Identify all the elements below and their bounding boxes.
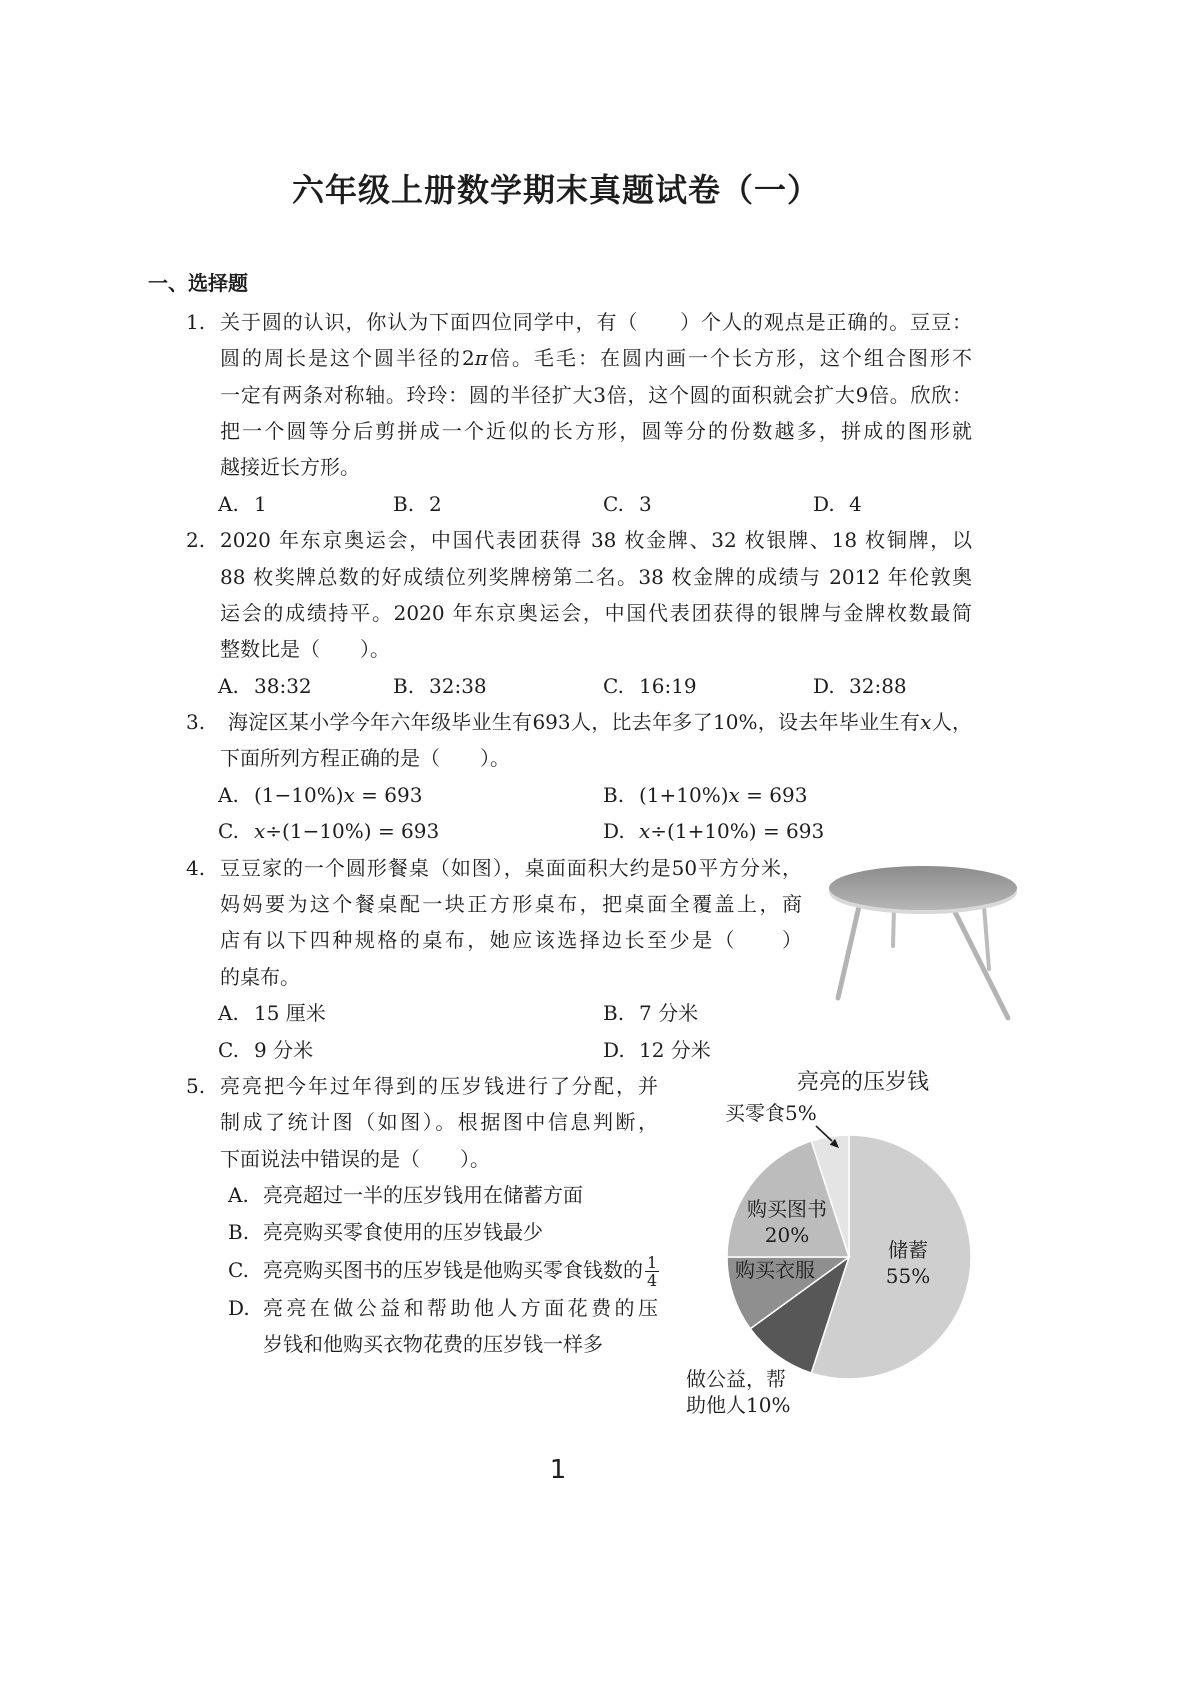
math-symbol-pi: π [474, 346, 488, 371]
question-5-line-2: 制成了统计图（如图）。根据图中信息判断， [220, 1110, 658, 1135]
question-3-line-1 [186, 704, 972, 740]
question-number: 3. [186, 710, 206, 735]
pie-label-line: 购买图书 [747, 1197, 827, 1221]
option-text: 7 分米 [639, 1001, 699, 1026]
question-2-line-3: 运会的成绩持平。2020 年东京奥运会，中国代表团获得的银牌与金牌枚数最简 [220, 600, 972, 625]
option-letter: C. [603, 673, 624, 698]
question-5-option-d-continued: 岁钱和他购买衣物花费的压岁钱一样多 [263, 1332, 603, 1357]
option-text: (1−10%) [254, 782, 344, 807]
question-text: 圆的周长是这个圆半径的2 [220, 346, 475, 371]
question-3-option-a [218, 777, 422, 813]
table-leg [954, 910, 1008, 1018]
question-2-option-d [813, 668, 907, 704]
pie-label-savings [858, 1237, 958, 1289]
option-letter: C. [218, 819, 239, 844]
option-text: = 693 [739, 782, 808, 807]
table-top [829, 866, 1017, 910]
option-text: 亮亮购买图书的压岁钱是他购买零食钱数的 [263, 1257, 643, 1282]
option-letter: B. [393, 491, 415, 516]
round-table-picture [826, 862, 1022, 1024]
question-1-line-3: 一定有两条对称轴。玲玲：圆的半径扩大3倍，这个圆的面积就会扩大9倍。欣欣： [220, 382, 972, 407]
question-number: 1. [186, 309, 206, 334]
option-letter: D. [603, 1037, 625, 1062]
question-4-line-2: 妈妈要为这个餐桌配一块正方形桌布，把桌面全覆盖上，商 [220, 892, 802, 917]
table-leg [838, 902, 860, 998]
table-leg [984, 906, 989, 969]
option-letter: C. [603, 491, 624, 516]
math-variable-x: x [639, 819, 651, 844]
question-5-line-3: 下面说法中错误的是（ ）。 [220, 1146, 490, 1171]
pie-label-line: 20% [764, 1223, 810, 1247]
question-4-option-b [603, 995, 698, 1031]
option-text: 12 分米 [639, 1037, 711, 1062]
option-text: 16:19 [639, 673, 697, 698]
question-list [0, 304, 1200, 1363]
question-2-options [0, 668, 1200, 704]
option-text: 32:38 [429, 673, 487, 698]
option-letter: B. [603, 782, 625, 807]
pie-label-charity [686, 1366, 790, 1418]
option-text: 32:88 [849, 673, 907, 698]
question-1-line-2 [220, 340, 972, 376]
option-letter: A. [218, 491, 239, 516]
option-letter: A. [218, 782, 239, 807]
section-heading: 一、选择题 [148, 271, 248, 295]
option-text: = 693 [354, 782, 423, 807]
question-5-line-1 [186, 1068, 658, 1104]
pie-label-line: 55% [885, 1264, 931, 1288]
option-letter: C. [218, 1037, 239, 1062]
question-1-line-4: 把一个圆等分后剪拼成一个近似的长方形，圆等分的份数越多，拼成的图形就 [220, 418, 972, 443]
table-leg [893, 908, 894, 946]
question-1-option-b [393, 486, 442, 522]
question-2-line-1 [186, 522, 972, 558]
math-variable-x: x [254, 819, 266, 844]
fraction-numerator: 1 [647, 1252, 658, 1272]
question-4-option-c [218, 1032, 313, 1068]
option-text: 9 分米 [254, 1037, 314, 1062]
question-2-line-2: 88 枚奖牌总数的好成绩位列奖牌榜第二名。38 枚金牌的成绩与 2012 年伦敦奥 [220, 564, 972, 589]
question-3-option-d [603, 813, 824, 849]
fraction [645, 1254, 659, 1289]
option-letter: A. [228, 1183, 249, 1208]
option-letter: D. [813, 673, 835, 698]
question-1-option-a [218, 486, 267, 522]
pie-label-line: 储蓄 [888, 1238, 928, 1262]
pie-chart-title: 亮亮的压岁钱 [797, 1070, 930, 1095]
math-variable-x: x [920, 710, 932, 735]
option-letter: D. [603, 819, 625, 844]
option-letter: D. [228, 1295, 250, 1320]
option-text: 2 [429, 491, 442, 516]
option-text: 亮亮在做公益和帮助他人方面花费的压 [263, 1295, 658, 1320]
question-2-option-a [218, 668, 312, 704]
question-2-option-c [603, 668, 697, 704]
option-text: 3 [639, 491, 652, 516]
fraction-denominator: 4 [647, 1270, 658, 1290]
question-text: 关于圆的认识，你认为下面四位同学中，有（ ）个人的观点是正确的。豆豆： [220, 309, 972, 334]
pie-label-snacks: 买零食5% [725, 1101, 817, 1125]
question-3-options-cd [0, 813, 1200, 849]
math-variable-x: x [728, 782, 740, 807]
option-letter: B. [603, 1001, 625, 1026]
question-3-option-b [603, 777, 807, 813]
question-number: 4. [186, 855, 206, 880]
option-text: 38:32 [254, 673, 312, 698]
option-letter: C. [228, 1257, 249, 1282]
question-4-line-1 [186, 850, 802, 886]
option-text: 亮亮超过一半的压岁钱用在储蓄方面 [263, 1183, 583, 1208]
question-2-line-4: 整数比是（ ）。 [220, 637, 390, 662]
page-title: 六年级上册数学期末真题试卷（一） [291, 171, 820, 209]
option-letter: B. [228, 1219, 250, 1244]
question-3-option-c [218, 813, 439, 849]
question-text: 倍。毛毛：在圆内画一个长方形，这个组合图形不 [487, 346, 972, 371]
option-letter: D. [813, 491, 835, 516]
question-4-option-a [218, 995, 326, 1031]
page-number: 1 [549, 1455, 567, 1485]
question-1-line-1 [186, 304, 972, 340]
option-text: 亮亮购买零食使用的压岁钱最少 [263, 1219, 543, 1244]
pie-label-line: 做公益，帮 [686, 1367, 786, 1391]
question-4-line-3: 店有以下四种规格的桌布，她应该选择边长至少是（ ） [220, 928, 802, 953]
pie-label-clothes: 购买衣服 [735, 1258, 815, 1282]
question-1-options [0, 486, 1200, 522]
option-text: ÷(1+10%) = 693 [650, 819, 825, 844]
option-text: ÷(1−10%) = 693 [265, 819, 440, 844]
question-3-options-ab [0, 777, 1200, 813]
question-1-option-d [813, 486, 862, 522]
question-4-line-4: 的桌布。 [220, 964, 300, 989]
option-text: 1 [254, 491, 267, 516]
pie-label-line: 助他人10% [686, 1393, 791, 1417]
table-legs [838, 902, 1008, 1018]
option-letter: B. [393, 673, 415, 698]
question-3-line-2: 下面所列方程正确的是（ ）。 [220, 746, 510, 771]
question-text: 海淀区某小学今年六年级毕业生有693人，比去年多了10%，设去年毕业生有 [228, 710, 921, 735]
question-1-line-5: 越接近长方形。 [220, 455, 360, 480]
question-number: 2. [186, 528, 206, 553]
question-text: 豆豆家的一个圆形餐桌（如图），桌面面积大约是50平方分米， [220, 855, 802, 880]
question-text: 2020 年东京奥运会，中国代表团获得 38 枚金牌、32 枚银牌、18 枚铜牌，以 [220, 528, 972, 553]
question-text: 人， [931, 710, 972, 735]
option-letter: A. [218, 1001, 239, 1026]
question-number: 5. [186, 1074, 206, 1098]
option-letter: A. [218, 673, 239, 698]
question-4-options-cd [0, 1032, 1200, 1068]
option-text: (1+10%) [639, 782, 729, 807]
question-text: 亮亮把今年过年得到的压岁钱进行了分配，并 [220, 1074, 658, 1098]
pie-label-books [737, 1196, 837, 1248]
question-2-option-b [393, 668, 487, 704]
question-1-option-c [603, 486, 652, 522]
option-text: 15 厘米 [254, 1001, 326, 1026]
math-variable-x: x [343, 782, 355, 807]
option-text: 4 [849, 491, 862, 516]
